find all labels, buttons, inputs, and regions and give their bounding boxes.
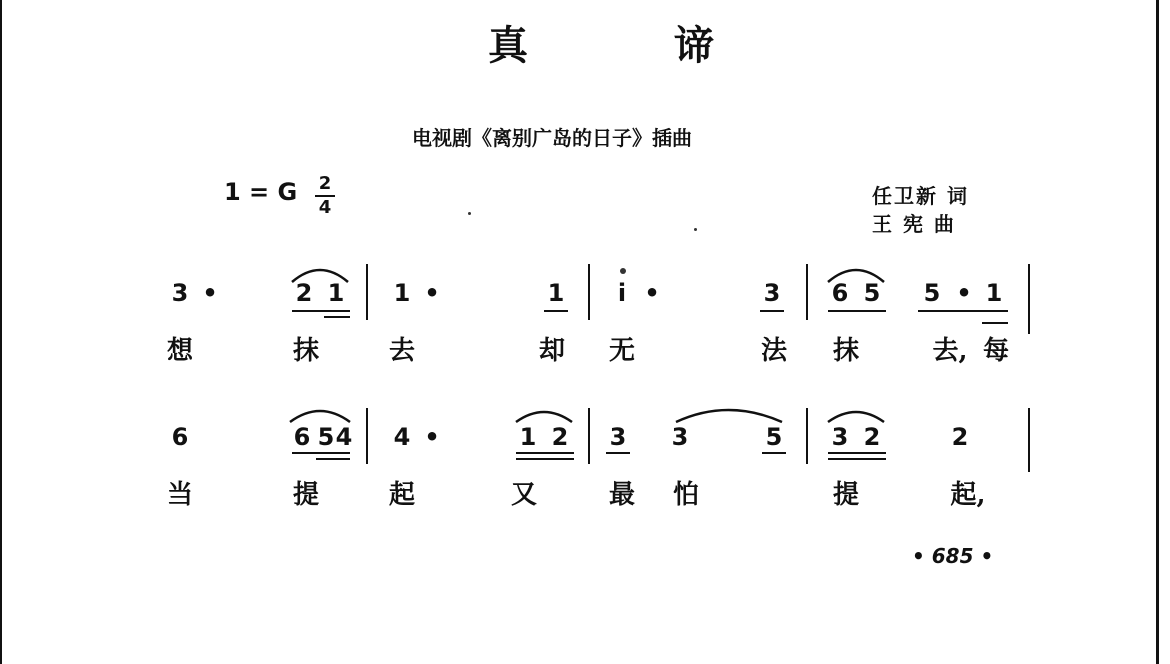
duration-line — [762, 452, 786, 454]
lyric: 起 — [388, 480, 416, 510]
meter-top: 2 — [318, 173, 332, 194]
note: 6 — [831, 279, 849, 307]
note: 6 — [293, 423, 311, 451]
note: 1 — [519, 423, 537, 451]
note: 1 — [327, 279, 345, 307]
note: 2 — [551, 423, 569, 451]
lyricist-credit: 任卫新 词 — [872, 184, 969, 208]
duration-line — [828, 310, 886, 312]
note: 6 — [171, 423, 189, 451]
composer-credit: 王 宪 曲 — [872, 212, 956, 236]
note-dot: • — [424, 423, 440, 451]
note: 1 — [547, 279, 565, 307]
subtitle: 电视剧《离别广岛的日子》插曲 — [412, 126, 692, 150]
duration-line — [516, 452, 574, 454]
note: 5 — [863, 279, 881, 307]
lyric: 法 — [760, 336, 788, 366]
barline — [366, 264, 368, 320]
barline — [588, 408, 590, 464]
note: 2 — [863, 423, 881, 451]
duration-line — [544, 310, 568, 312]
lyric: 每 — [982, 336, 1010, 366]
note: 3 — [171, 279, 189, 307]
lyric: 怕 — [672, 480, 700, 510]
note: 4 — [335, 423, 353, 451]
barline — [806, 264, 808, 320]
lyric: 想 — [166, 336, 194, 366]
duration-line — [316, 458, 350, 460]
lyric: 当 — [166, 480, 194, 510]
lyric: 无 — [608, 336, 636, 366]
note-dot: • — [424, 279, 440, 307]
lyric: 却 — [538, 336, 566, 366]
duration-line — [828, 452, 886, 454]
note: 5 — [765, 423, 783, 451]
page-number: • 685 • — [912, 544, 994, 568]
note: 3 — [831, 423, 849, 451]
note-dot: • — [956, 279, 972, 307]
lyric: 抹 — [292, 336, 320, 366]
duration-line — [324, 316, 350, 318]
barline — [1028, 408, 1030, 472]
meter-bottom: 4 — [318, 197, 332, 218]
key-signature: 1 = G — [224, 178, 298, 206]
duration-line — [516, 458, 574, 460]
barline — [806, 408, 808, 464]
duration-line — [292, 310, 350, 312]
barline — [1028, 264, 1030, 334]
title-char-1: 真 — [488, 22, 528, 69]
duration-line — [606, 452, 630, 454]
lyric: 去, — [932, 336, 968, 366]
lyric: 去 — [388, 336, 416, 366]
note: 4 — [393, 423, 411, 451]
note-dot: • — [202, 279, 218, 307]
note: 3 — [609, 423, 627, 451]
barline — [588, 264, 590, 320]
title-char-2: 谛 — [674, 22, 714, 69]
note-dot: • — [644, 279, 660, 307]
duration-line — [292, 452, 350, 454]
lyric: 提 — [832, 480, 860, 510]
lyric: 最 — [608, 480, 636, 510]
lyric: 抹 — [832, 336, 860, 366]
note-high: i — [617, 279, 627, 307]
note: 1 — [393, 279, 411, 307]
note: 2 — [295, 279, 313, 307]
duration-line — [918, 310, 1008, 312]
note: 2 — [951, 423, 969, 451]
note: 3 — [763, 279, 781, 307]
lyric: 提 — [292, 480, 320, 510]
duration-line — [760, 310, 784, 312]
note: 5 — [923, 279, 941, 307]
note: 1 — [985, 279, 1003, 307]
duration-line — [982, 322, 1008, 324]
note: 3 — [671, 423, 689, 451]
duration-line — [828, 458, 886, 460]
lyric: 又 — [510, 480, 538, 510]
lyric: 起, — [950, 480, 986, 510]
note: 5 — [317, 423, 335, 451]
octave-dot — [620, 268, 626, 274]
barline — [366, 408, 368, 464]
